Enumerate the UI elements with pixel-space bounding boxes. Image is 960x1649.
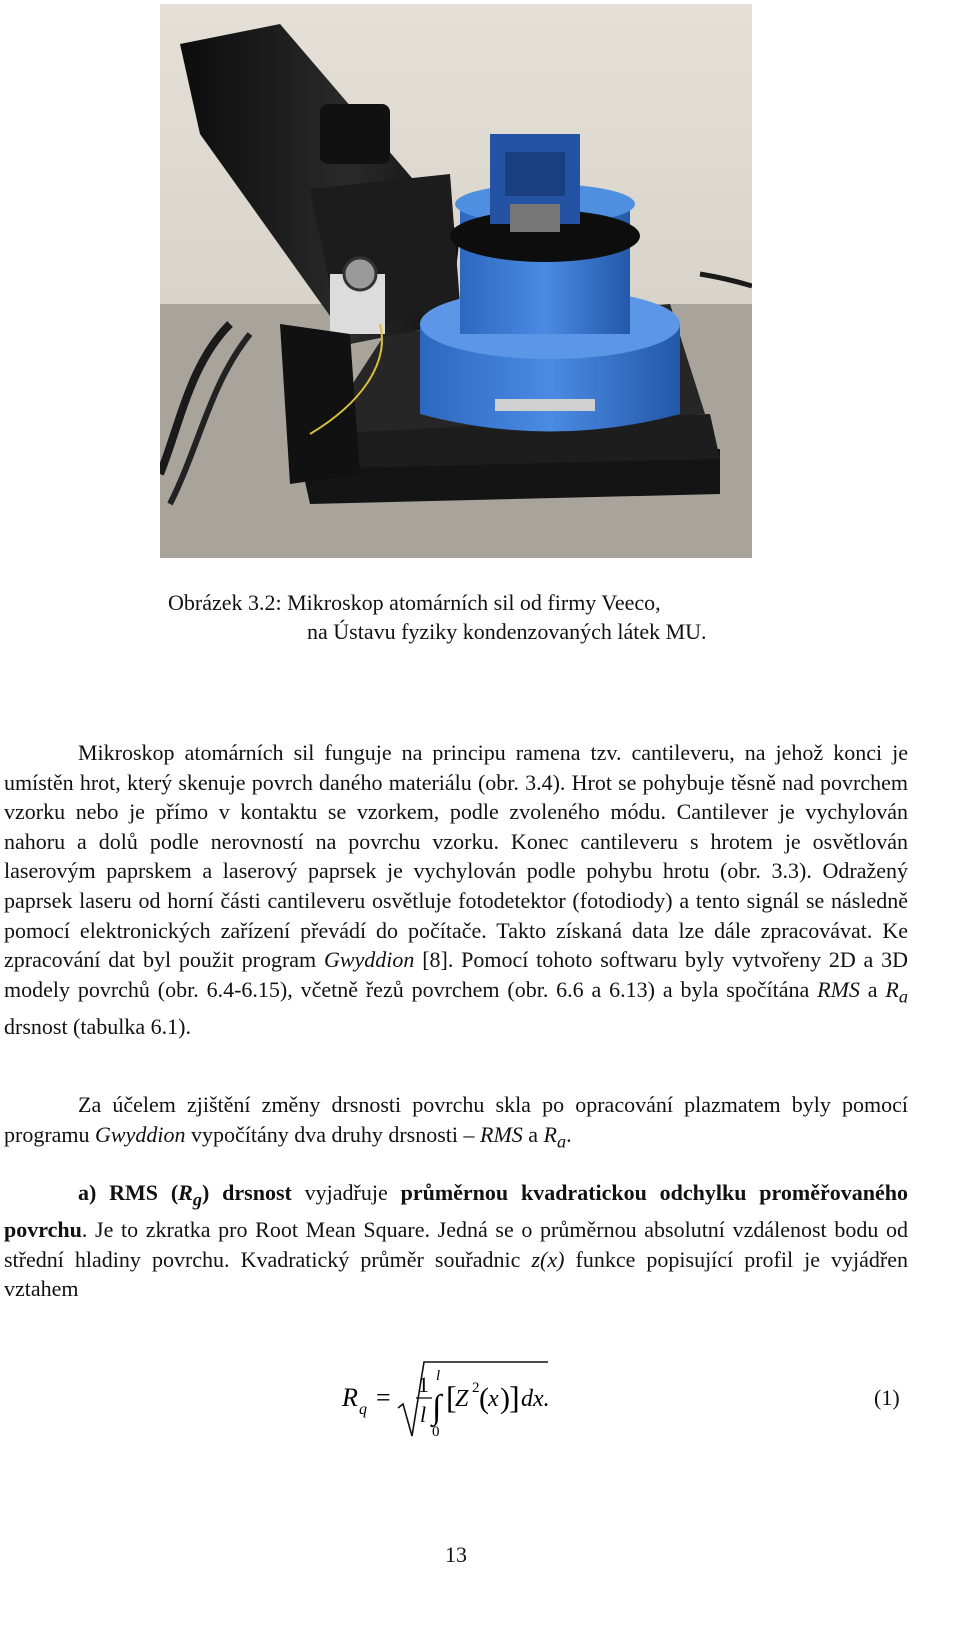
equation-number: (1) <box>874 1385 900 1410</box>
p1-ra: R <box>885 976 899 1002</box>
eq-paren-open: ( <box>479 1382 489 1415</box>
eq-bracket-open: [ <box>446 1379 457 1415</box>
p1-text-1: Mikroskop atomárních sil funguje na principu ramena tzv. cantileveru, na jehož konci je umístěn hrot, který skenuje povrch daného materiálu (obr. 3.4). Hrot se pohybuje těsně nad povrchem vzorku nebo je přímo v kontaktu se vzorkem, podle zvoleného módu. Cantilever je vychylován nahoru a dolů podle nerovností na povrchu vzorku. Konec cantileveru s hrotem je osvětlován laserovým paprskem a laserový paprsek je vychylován podle pohybu hrotu (obr. 3.3). Odražený paprsek laseru od horní části cantileveru osvětluje fotodetektor (fotodiody) a tento signál se následně pomocí elektronických zařízení převádí do počítače. Takto získaná data lze dále zpracovávat. Ke zpracování dat byl použit program <box>4 740 908 973</box>
p2-ra: R <box>543 1121 557 1147</box>
paragraph-afm-principle <box>4 738 908 1041</box>
p1-text-4: drsnost (tabulka 6.1). <box>4 1013 191 1039</box>
p2-rms: RMS <box>480 1121 523 1147</box>
paragraph-roughness-purpose <box>4 1090 908 1157</box>
caption-line-2: na Ústavu fyziky kondenzovaných látek MU. <box>307 619 707 644</box>
p1-software: Gwyddion <box>323 947 415 973</box>
eq-dx: dx. <box>521 1386 550 1412</box>
caption-line-1: Obrázek 3.2: Mikroskop atomárních sil od firmy Veeco, <box>168 590 661 615</box>
eq-bracket-close: ] <box>509 1379 520 1415</box>
p2-text-4: . <box>566 1121 572 1147</box>
p2-text-1: Za účelem zjištění změny drsnosti povrchu skla po opracování plazmatem byly pomocí programu <box>4 1092 908 1147</box>
equation-rq <box>340 1356 600 1446</box>
eq-z: Z <box>455 1386 469 1412</box>
eq-lhs: R <box>342 1383 358 1412</box>
p1-text-3: a <box>859 976 886 1002</box>
p3-zx: z(x) <box>531 1246 565 1272</box>
paragraph-rms-definition <box>4 1178 908 1304</box>
eq-int-lower: 0 <box>432 1424 440 1440</box>
eq-int-upper: l <box>436 1368 441 1384</box>
eq-x: x <box>488 1386 499 1412</box>
eq-integral: ∫ <box>432 1389 442 1426</box>
p3-rg: R <box>178 1180 193 1205</box>
page-number: 13 <box>445 1542 467 1567</box>
eq-frac-num: 1 <box>418 1372 429 1397</box>
p3-bold-3: průměrnou kvadratickou odchylku proměřovaného povrchu <box>4 1180 908 1242</box>
eq-frac-den: l <box>420 1402 427 1427</box>
p3-bold-2: ) drsnost <box>202 1180 292 1205</box>
p3-text-2: . Je to zkratka pro Root Mean Square. Jedná se o průměrnou absolutní vzdálenost bodu od střední hladiny povrchu. Kvadratický průměr souřadnic <box>4 1216 908 1272</box>
p2-text-2: vypočítány dva druhy drsnosti – <box>185 1121 481 1147</box>
p1-text-2: [8]. Pomocí tohoto softwaru byly vytvořeny 2D a 3D modely povrchů (obr. 6.4-6.15), včetně řezů povrchem (obr. 6.6 a 6.13) a byla spočítána <box>4 947 908 1002</box>
p2-text-3: a <box>522 1121 544 1147</box>
p3-text-1: vyjadřuje <box>291 1180 401 1205</box>
figure-caption <box>168 588 868 646</box>
p2-software: Gwyddion <box>95 1121 186 1147</box>
afm-photo <box>160 4 752 558</box>
eq-lhs-sub: q <box>359 1401 367 1418</box>
p3-rg-sub: g <box>192 1189 203 1210</box>
p2-ra-sub: a <box>557 1130 567 1151</box>
p1-ra-sub: a <box>898 986 909 1007</box>
eq-exp: 2 <box>472 1380 480 1396</box>
p3-text-3: funkce popisující profil je vyjádřen vztahem <box>4 1246 909 1302</box>
p1-rms: RMS <box>817 976 860 1002</box>
eq-equals: = <box>376 1383 391 1412</box>
eq-paren-close: ) <box>500 1382 510 1415</box>
p3-bold-1: a) RMS ( <box>78 1180 179 1205</box>
